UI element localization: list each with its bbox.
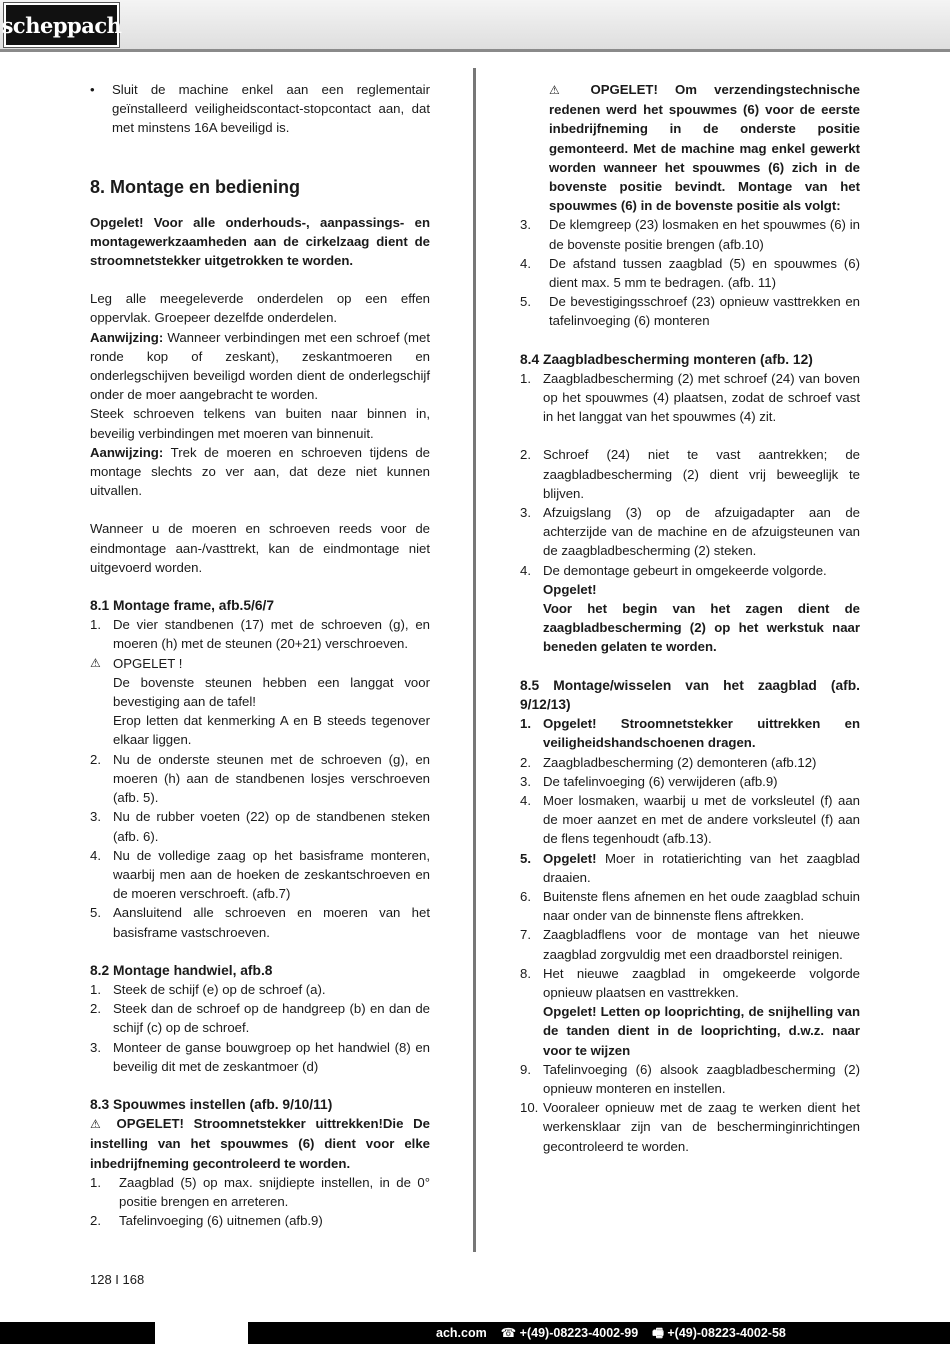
list-item: 2. Tafelinvoeging (6) uitnemen (afb.9) (90, 1213, 323, 1229)
list-item: 1. Zaagbladbescherming (2) met schroef (24) van boven op het spouwmes (4) plaatsen, zodat de schroef vast in het langgat van het spouwmes (4) zit. (520, 370, 860, 425)
fax-icon: 🖷 (652, 1326, 664, 1340)
warning-text: ⚠ OPGELET! Om verzendingstechnische redenen werd het spouwmes (6) voor de eerste inbedrijfneming in de onderste positie gemonteerd. Met de machine mag enkel gewerkt worden wanneer het spouwmes (6) zich in de bovenste positie bevindt. Montage van het spouwmes (6) in de bovenste positie als volgt: (549, 82, 860, 214)
warning-text: Opgelet! (543, 581, 597, 597)
column-divider (473, 68, 476, 1252)
list-item: 2. Steek dan de schroef op de handgreep (b) en dan de schijf (c) op de schroef. (90, 1001, 430, 1036)
page-number: 128 I 168 (90, 1272, 145, 1287)
list-item: 4. Moer losmaken, waarbij u met de vorksleutel (f) aan de moer aanzet en met de andere vorksleutel (f) aan de flens tegenhoudt (afb.13). (520, 792, 860, 847)
phone-number: +(49)-08223-4002-99 (516, 1326, 639, 1340)
list-item: 2. Nu de onderste steunen met de schroeven (g), en moeren (h) aan de standbenen losjes verschroeven (afb. 5). (90, 751, 430, 806)
list-item: 3. Monteer de ganse bouwgroep op het handwiel (8) en beveilig dit met de zeskantmoer (d) (90, 1039, 430, 1074)
list-item: 3. Nu de rubber voeten (22) op de standbenen steken (afb. 6). (90, 809, 430, 844)
right-column (520, 80, 860, 1156)
list-item: 5. Aansluitend alle schroeven en moeren van het basisframe vastschroeven. (90, 905, 430, 940)
subsection-title: 8.2 Montage handwiel, afb.8 (90, 962, 273, 978)
list-item: 9. Tafelinvoeging (6) alsook zaagbladbescherming (2) opnieuw monteren en instellen. (520, 1061, 860, 1096)
list-item: 7. Zaagbladflens voor de montage van het nieuwe zaagblad zorgvuldig met een draadborstel reinigen. (520, 927, 860, 962)
list-item: 5. De bevestigingsschroef (23) opnieuw vasttrekken en tafelinvoeging (6) monteren (520, 294, 860, 329)
warning-triangle-icon: ⚠ (90, 655, 101, 670)
subsection-title: 8.4 Zaagbladbescherming monteren (afb. 12) (520, 351, 813, 367)
paragraph: Leg alle meegeleverde onderdelen op een effen oppervlak. Groepeer dezelfde onderdelen. (90, 291, 430, 326)
warning-text: Opgelet! Voor alle onderhouds-, aanpassings- en montagewerkzaamheden aan de cirkelzaag dient de stroomnetstekker uitgetrokken te worden. (90, 214, 430, 269)
phone-icon: ☎ (500, 1326, 517, 1340)
fax-number: +(49)-08223-4002-58 (663, 1326, 786, 1340)
list-item: 3. De tafelinvoeging (6) verwijderen (afb.9) (520, 773, 778, 789)
warning-text: Opgelet! Letten op looprichting, de snijhelling van de tanden dient in de looprichting, d.w.z. naar voor te wijzen (543, 1004, 860, 1058)
left-column (90, 80, 430, 1230)
list-item: 2. Zaagbladbescherming (2) demonteren (afb.12) (520, 754, 817, 770)
list-item: 3. De klemgreep (23) losmaken en het spouwmes (6) in de bovenste positie brengen (afb.10) (520, 217, 860, 252)
section-title: 8. Montage en bediening (90, 176, 301, 197)
list-item: 4. De afstand tussen zaagblad (5) en spouwmes (6) dient max. 5 mm te bedragen. (afb. 11) (520, 255, 860, 291)
list-item: 3. Afzuigslang (3) op de afzuigadapter aan de achterzijde van de machine en de afzuigsteunen van de zaagbladbescherming (2) steken. (520, 505, 860, 559)
list-item: 1. De vier standbenen (17) met de schroeven (g), en moeren (h) met de steunen (20+21) verschroeven. (90, 617, 430, 652)
footer-contact (436, 1322, 786, 1344)
header-bar (0, 0, 950, 50)
list-item: 8. Het nieuwe zaagblad in omgekeerde volgorde opnieuw plaatsen en vasttrekken. (520, 965, 860, 1000)
note: Aanwijzing: Trek de moeren en schroeven tijdens de montage slechts zo ver aan, dat deze niet kunnen uitvallen. (90, 444, 430, 499)
subsection-title: 8.3 Spouwmes instellen (afb. 9/10/11) (90, 1096, 333, 1112)
subsection-title: 8.1 Montage frame, afb.5/6/7 (90, 598, 275, 614)
list-item: 4. De demontage gebeurt in omgekeerde volgorde. (520, 562, 827, 578)
website-link[interactable]: ach.com (436, 1326, 487, 1340)
warning-text: Voor het begin van het zagen dient de zaagbladbescherming (2) op het werkstuk naar beneden gelaten te worden. (543, 601, 860, 655)
list-item: • Sluit de machine enkel aan een reglementair geïnstalleerd veiligheidscontact-stopcontact aan, dat met minstens 16A beveiligd is. (90, 82, 430, 136)
warning-triangle-icon: ⚠ (90, 1117, 107, 1132)
brand-logo: scheppach (4, 3, 119, 47)
caution-text: Erop letten dat kenmerking A en B steeds tegenover elkaar liggen. (113, 713, 430, 748)
list-item: 1. Steek de schijf (e) op de schroef (a). (90, 981, 326, 997)
subsection-title: 8.5 Montage/wisselen van het zaagblad (afb. 9/12/13) (520, 677, 860, 712)
caution-text: De bovenste steunen hebben een langgat voor bevestiging aan de tafel! (113, 674, 430, 710)
paragraph: Wanneer u de moeren en schroeven reeds voor de eindmontage aan-/vasttrekt, kan de eindmontage niet uitgevoerd worden. (90, 521, 430, 575)
header-rule (0, 49, 950, 52)
warning-triangle-icon: ⚠ (549, 83, 574, 97)
footer-bar (0, 1322, 950, 1344)
list-item: 5. Opgelet! Moer in rotatierichting van het zaagblad draaien. (520, 850, 860, 885)
footer-gap (155, 1322, 248, 1344)
list-item: 10. Vooraleer opnieuw met de zaag te werken dient het werkensklaar zijn van de bescherminginrichtingen gecontroleerd te worden. (520, 1100, 860, 1154)
warning-text: ⚠ OPGELET! Stroomnetstekker uittrekken!Die De instelling van het spouwmes (6) dient voor elke inbedrijfneming gecontroleerd te worden. (90, 1116, 430, 1171)
list-item: 4. Nu de volledige zaag op het basisframe monteren, waarbij men aan de hoeken de zeskantschroeven en de moeren verschroeft. (afb.7) (90, 847, 430, 902)
list-item: 1. Opgelet! Stroomnetstekker uittrekken en veiligheidshandschoenen dragen. (520, 716, 860, 751)
caution-line: ⚠ OPGELET ! (90, 654, 430, 673)
list-item: 2. Schroef (24) niet te vast aantrekken; de zaagbladbescherming (2) dient vrij beweeglijk te blijven. (520, 447, 860, 501)
list-item: 6. Buitenste flens afnemen en het oude zaagblad schuin naar onder van de binnenste flens aftrekken. (520, 888, 860, 924)
list-item: 1. Zaagblad (5) op max. snijdiepte instellen, in de 0° positie brengen en arreteren. (90, 1174, 430, 1209)
note: Aanwijzing: Wanneer verbindingen met een schroef (met ronde kop of zeskant), zeskantmoeren en onderlegschijven beveiligd worden dient de onderlegschijf onder de moer aangebracht te worden. (90, 329, 430, 403)
paragraph: Steek schroeven telkens van buiten naar binnen in, beveilig verbindingen met moeren van binnenuit. (90, 406, 430, 441)
